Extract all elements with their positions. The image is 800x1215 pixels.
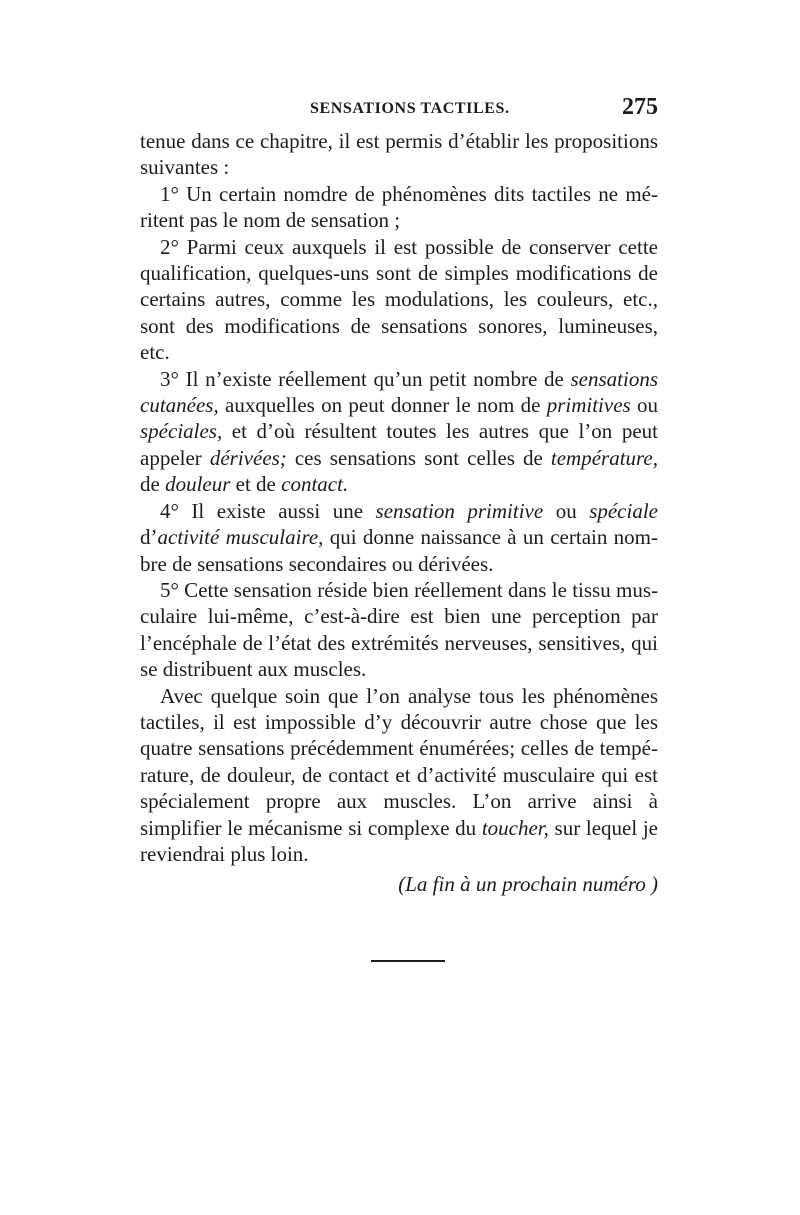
p3-text-g: et de: [230, 472, 282, 497]
p3-em-e: température,: [550, 445, 658, 470]
paragraph-proposition-2: 2° Parmi ceux auxquels il est possible de conserver cette qualification, quelques-uns sont de simples modifications de certains autres, comme les modulations, les couleurs, etc., sont des modifications de sensations sonores, lumineuses, etc.: [140, 234, 658, 365]
p3-em-f: douleur: [165, 472, 231, 497]
paragraph-proposition-3: [140, 366, 658, 498]
page-number: 275: [622, 94, 658, 120]
p4-em-c: activité musculaire,: [157, 525, 324, 550]
p3-text-e: ces sensations sont celles de: [286, 445, 551, 470]
closing-text: La fin à un prochain numéro: [405, 872, 646, 896]
p3-text-d: , et d’où résultent toutes les autres que l’on peut appeler: [140, 419, 658, 470]
closing-close-paren: ): [645, 872, 658, 896]
p4-em-a: sensation primitive: [375, 498, 544, 523]
p4-text-c: d’: [140, 525, 158, 550]
closing-open-paren: (: [398, 872, 406, 896]
p4-text-b: ou: [543, 498, 590, 523]
p4-text-a: 4° Il existe aussi une: [160, 498, 376, 523]
paragraph-proposition-5: 5° Cette sensation réside bien réellement dans le tissu musculaire lui-même, c’est-à-dire est bien une perception par l’encéphale de l’état des extrémités nerveuses, sensitives, qui se distribuent aux muscles.: [140, 577, 658, 682]
p3-em-d: dérivées;: [209, 445, 287, 470]
p3-text-a: 3° Il n’existe réellement qu’un petit nombre de: [160, 366, 571, 391]
p3-text-c: ou: [630, 393, 658, 418]
running-head: SENSATIONS TACTILES.: [310, 100, 510, 117]
p6-em-a: toucher,: [481, 815, 549, 840]
body-text: [140, 128, 658, 867]
p4-em-b: spéciale: [589, 498, 658, 523]
paragraph-intro: tenue dans ce chapitre, il est permis d’établir les propositions suivantes :: [140, 129, 658, 180]
page-header: [140, 96, 658, 126]
p6-text-a: Avec quelque soin que l’on analyse tous les phénomènes tactiles, il est impossible d’y découvrir autre chose que les quatre sensations précédemment énumérées; celles de température, de douleur, de contact et d’activité musculaire qui est spécialement propre aux muscles. L’on arrive ainsi à simplifier le mécanisme si complexe du: [140, 683, 658, 840]
paragraph-proposition-1: 1° Un certain nomdre de phénomènes dits tactiles ne méritent pas le nom de sensation ;: [140, 181, 658, 233]
p3-text-f: de: [140, 472, 166, 497]
p3-em-b: primitives: [546, 393, 631, 418]
p3-em-c: spéciales: [140, 419, 217, 444]
p3-text-b: auxquelles on peut donner le nom de: [218, 393, 547, 418]
p4-text-d: qui donne naissance à un certain nombre de sensations secondaires ou dérivées.: [140, 525, 658, 576]
p3-em-a: sensations cutanées,: [140, 366, 658, 418]
continuation-note: [140, 872, 658, 897]
end-rule: [371, 960, 445, 962]
paragraph-proposition-4: [140, 498, 658, 577]
paragraph-conclusion: [140, 683, 658, 868]
p3-em-g: contact.: [281, 472, 349, 497]
p6-text-b: sur lequel je reviendrai plus loin.: [140, 815, 658, 866]
